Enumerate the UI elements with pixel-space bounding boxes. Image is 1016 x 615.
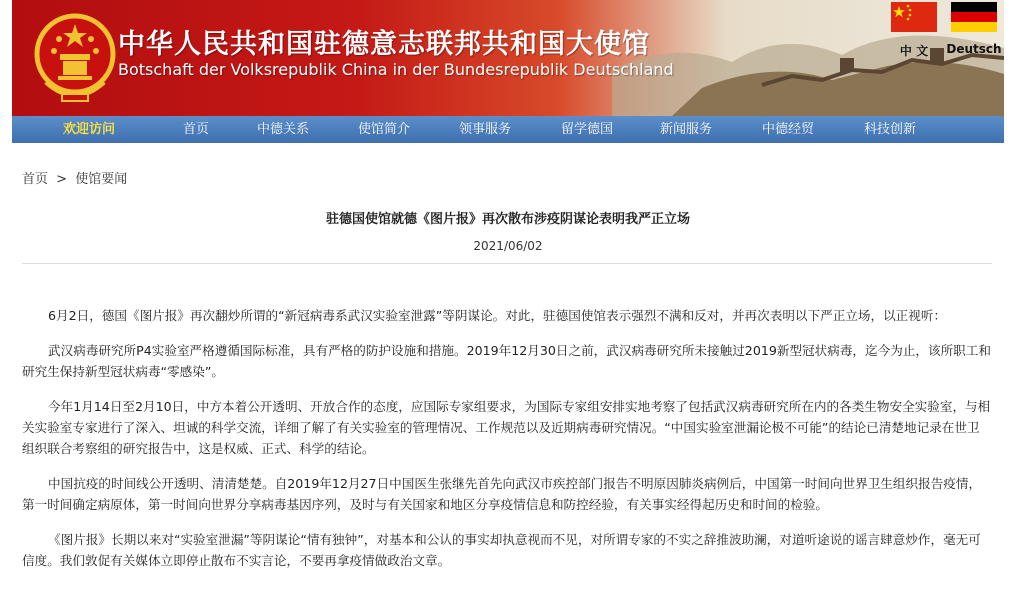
breadcrumb-embassy-news-link[interactable]: 使馆要闻	[75, 172, 128, 187]
article-date: 2021/06/02	[473, 239, 543, 253]
article-paragraph: 《图片报》长期以来对“实验室泄漏”等阴谋论“情有独钟”，对基本和公认的事实却执意视而不见，对所谓专家的不实之辞推波助澜，对道听途说的谣言肆意炒作，毫无可信度。我们敦促有关媒体立即停止散布不实言论，不要再拿疫情做政治文章。	[22, 532, 981, 568]
nav-item-embassy-intro[interactable]: 使馆简介	[358, 122, 411, 137]
breadcrumb-separator: >	[56, 172, 68, 187]
nav-item-home[interactable]: 首页	[183, 122, 210, 137]
language-chinese-label[interactable]: 中 文	[899, 44, 929, 58]
article-body	[22, 305, 992, 585]
divider	[22, 263, 992, 264]
nav-item-economy-trade[interactable]: 中德经贸	[762, 122, 815, 137]
nav-item-sino-german-relations[interactable]: 中德关系	[257, 122, 310, 137]
breadcrumb	[22, 168, 131, 187]
nav-item-science-innovation[interactable]: 科技创新	[864, 122, 917, 137]
article-paragraph: 武汉病毒研究所P4实验室严格遵循国际标准，具有严格的防护设施和措施。2019年12月30日之前，武汉病毒研究所未接触过2019新型冠状病毒，迄今为止，该所职工和研究生保持新型冠状病毒“零感染”。	[22, 343, 991, 379]
nav-item-news-services[interactable]: 新闻服务	[660, 122, 713, 137]
nav-item-consular-services[interactable]: 领事服务	[459, 122, 512, 137]
site-banner	[12, 0, 1004, 116]
site-title-chinese: 中华人民共和国驻德意志联邦共和国大使馆	[118, 29, 650, 60]
site-title-german: Botschaft der Volksrepublik China in der Bundesrepublik Deutschland	[118, 60, 674, 79]
language-chinese-link[interactable]	[884, 2, 944, 59]
article-paragraph: 今年1月14日至2月10日，中方本着公开透明、开放合作的态度，应国际专家组要求，为国际专家组安排实地考察了包括武汉病毒研究所在内的各类生物安全实验室，与相关实验室专家进行了深入、坦诚的科学交流，详细了解了有关实验室的管理情况、工作规范以及近期病毒研究情况。“中国实验室泄漏论极不可能”的结论已清楚地记录在世卫组织联合考察组的研究报告中，这是权威、正式、科学的结论。	[22, 399, 991, 456]
article-paragraph: 中国抗疫的时间线公开透明、清清楚楚。自2019年12月27日中国医生张继先首先向武汉市疾控部门报告不明原因肺炎病例后，中国第一时间向世界卫生组织报告疫情，第一时间确定病原体，第一时间向世界分享病毒基因序列，及时与有关国家和地区分享疫情信息和防控经验，有关事实经得起历史和时间的检验。	[22, 476, 982, 512]
national-emblem-icon	[32, 4, 118, 108]
main-navigation	[12, 116, 1004, 143]
language-german-link[interactable]	[944, 2, 1004, 56]
article-title: 驻德国使馆就德《图片报》再次散布涉疫阴谋论表明我严正立场	[325, 212, 690, 227]
nav-item-study-in-germany[interactable]: 留学德国	[561, 122, 614, 137]
article-paragraph: 6月2日，德国《图片报》再次翻炒所谓的“新冠病毒系武汉实验室泄露”等阴谋论。对此，驻德国使馆表示强烈不满和反对，并再次表明以下严正立场，以正视听：	[48, 308, 947, 323]
breadcrumb-home-link[interactable]: 首页	[22, 172, 49, 187]
nav-item-welcome[interactable]: 欢迎访问	[63, 122, 116, 137]
germany-flag-icon	[951, 2, 997, 32]
language-german-label[interactable]: Deutsch	[946, 42, 1002, 56]
china-flag-icon	[891, 2, 937, 32]
